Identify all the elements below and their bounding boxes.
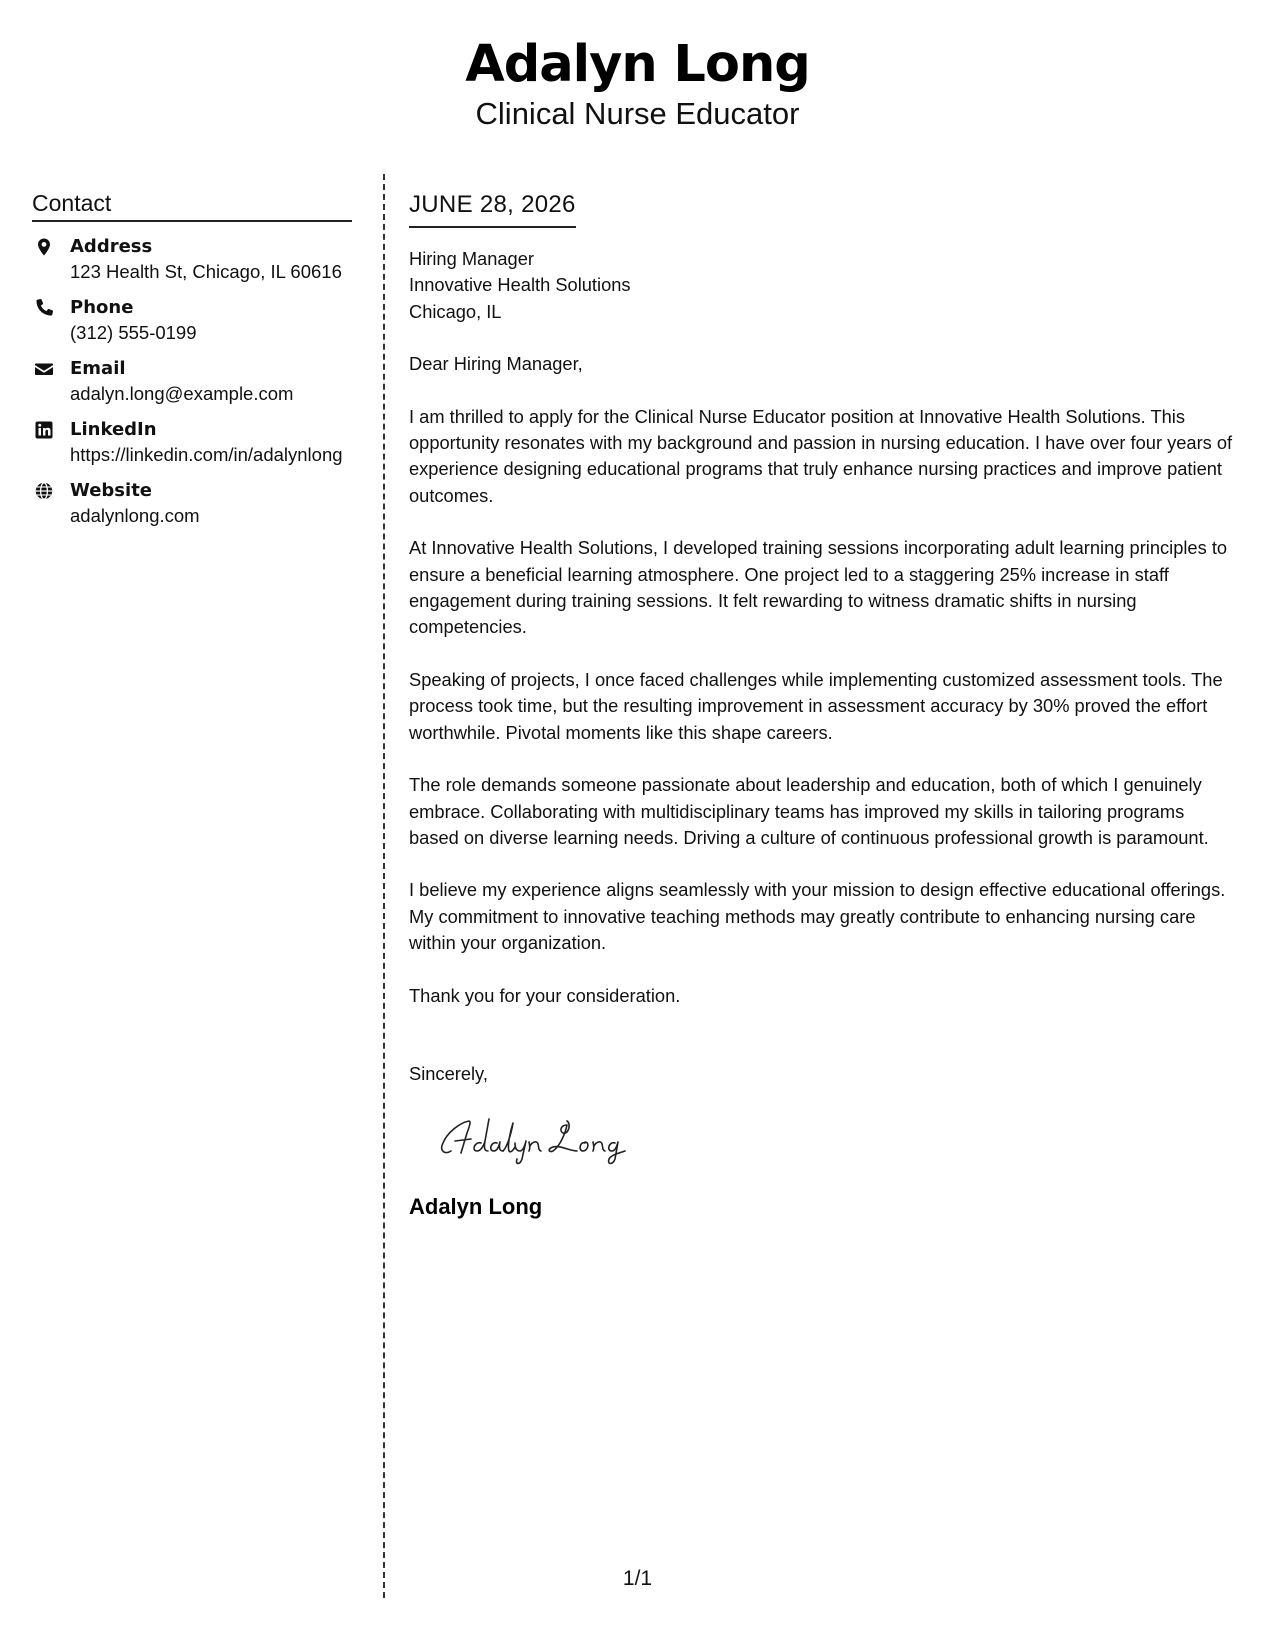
contact-list <box>32 234 352 528</box>
phone-icon <box>34 298 54 318</box>
closing: Sincerely, <box>409 1062 488 1084</box>
linkedin-icon <box>34 420 54 440</box>
contact-section-title: Contact <box>32 188 352 222</box>
recipient-company: Innovative Health Solutions <box>409 274 631 296</box>
signer-name: Adalyn Long <box>409 1193 543 1219</box>
globe-icon <box>34 481 54 501</box>
contact-value: https://linkedin.com/in/adalynlong <box>70 444 343 465</box>
location-pin-icon <box>34 237 54 257</box>
body-paragraph: I am thrilled to apply for the Clinical Nurse Educator position at Innovative Health Solutions. This opportunity resonates with my background and passion in nursing education. I have over four years of experience designing educational programs that truly enhance nursing practices and improve patient outcomes. <box>409 405 1233 506</box>
body-paragraph: The role demands someone passionate about leadership and education, both of which I genuinely embrace. Collaborating with multidisciplinary teams has improved my skills in tailoring programs based on diverse learning needs. Driving a culture of continuous professional growth is paramount. <box>409 774 1209 848</box>
letter-date: JUNE 28, 2026 <box>409 190 576 228</box>
recipient-block <box>409 246 1239 325</box>
contact-item-linkedin <box>32 417 352 467</box>
contact-label: Website <box>70 480 153 501</box>
applicant-name: Adalyn Long <box>465 35 810 94</box>
contact-value: 123 Health St, Chicago, IL 60616 <box>70 261 342 282</box>
contact-value: adalynlong.com <box>70 505 200 526</box>
applicant-role: Clinical Nurse Educator <box>475 96 800 131</box>
body-paragraph: Speaking of projects, I once faced challenges while implementing customized assessment tools. The process took time, but the resulting improvement in assessment accuracy by 30% proved the effort worthwhile. Pivotal moments like this shape careers. <box>409 668 1223 743</box>
recipient-title: Hiring Manager <box>409 248 534 269</box>
contact-value: adalyn.long@example.com <box>70 383 294 404</box>
page-number: 1/1 <box>622 1567 653 1590</box>
contact-label: Phone <box>70 297 134 318</box>
recipient-location: Chicago, IL <box>409 300 502 322</box>
contact-item-phone <box>32 295 352 345</box>
contact-item-website <box>32 478 352 528</box>
column-divider <box>383 174 385 1598</box>
body-paragraph: At Innovative Health Solutions, I developed training sessions incorporating adult learning principles to ensure a beneficial learning atmosphere. One project led to a staggering 25% increase in staff engagement during training sessions. It felt rewarding to witness dramatic shifts in nursing competencies. <box>409 537 1228 638</box>
salutation: Dear Hiring Manager, <box>409 353 583 375</box>
letter-header <box>0 34 1275 132</box>
envelope-icon <box>34 359 54 379</box>
contact-sidebar <box>32 188 352 539</box>
contact-label: Email <box>70 358 126 379</box>
letter-body <box>409 190 1239 1221</box>
contact-label: LinkedIn <box>70 419 157 440</box>
thank-you-line: Thank you for your consideration. <box>409 984 681 1006</box>
body-paragraph: I believe my experience aligns seamlessly with your mission to design effective educational offerings. My commitment to innovative teaching methods may greatly contribute to enhancing nursing care within your organization. <box>409 879 1226 954</box>
contact-value: (312) 555-0199 <box>70 322 197 343</box>
contact-label: Address <box>70 236 153 257</box>
contact-item-address <box>32 234 352 284</box>
handwritten-signature <box>437 1111 657 1171</box>
contact-item-email <box>32 356 352 406</box>
